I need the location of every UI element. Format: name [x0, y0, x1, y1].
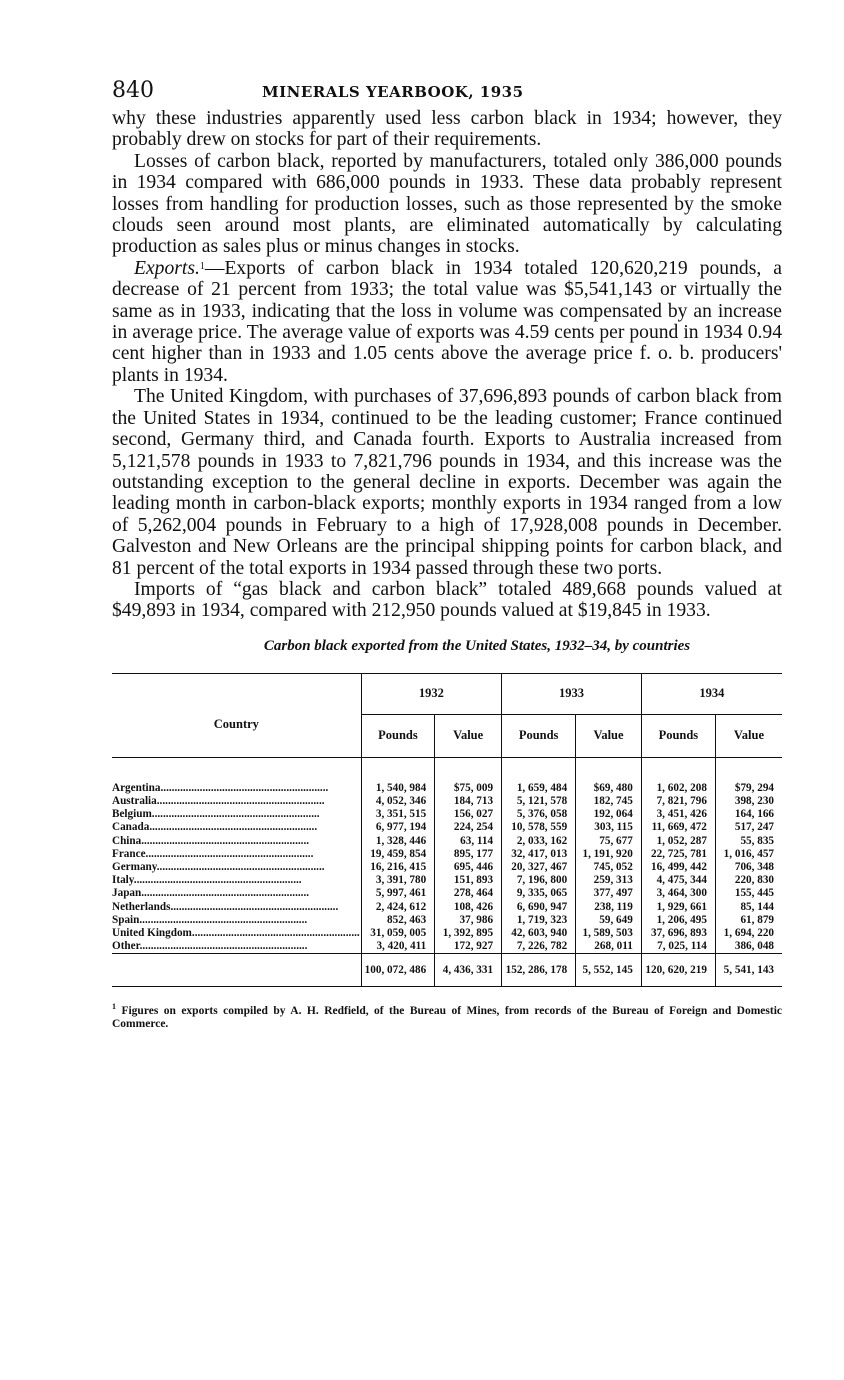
table-row — [112, 861, 782, 874]
table-title: Carbon black exported from the United States, 1932–34, by countries — [263, 637, 691, 654]
pounds-cell: 37, 696, 893 — [641, 927, 715, 940]
leader-dots: ............................................................ — [133, 874, 302, 887]
exports-body: —Exports of carbon black in 1934 totaled 120,620,219 pounds, a decrease of 21 percent from 1933; the total value was $5,541,143 or virtually the same as in 1933, indicating that the loss in volume was compensated by an increase in average price. The average value of exports was 4.59 cents per pound in 1934 0.94 cent higher than in 1933 and 1.05 cents above the average price f. o. b. producers' plants in 1934. — [112, 257, 782, 386]
pounds-cell: 3, 391, 780 — [361, 874, 434, 887]
value-cell: 61, 879 — [715, 914, 782, 927]
leader-dots: ............................................................ — [145, 847, 314, 860]
total-cell: 152, 286, 178 — [502, 954, 576, 987]
pounds-cell: 3, 351, 515 — [361, 808, 434, 821]
pounds-cell: 5, 376, 058 — [502, 808, 576, 821]
value-cell: 151, 893 — [435, 874, 502, 887]
table-row — [112, 848, 782, 861]
leader-dots: ............................................................ — [139, 913, 308, 926]
pounds-cell: 7, 226, 782 — [502, 940, 576, 954]
pounds-cell: 1, 540, 984 — [361, 782, 434, 795]
value-cell: 1, 694, 220 — [715, 927, 782, 940]
pounds-cell: 42, 603, 940 — [502, 927, 576, 940]
exports-table — [112, 673, 782, 988]
pounds-cell: 2, 033, 162 — [502, 835, 576, 848]
pounds-cell: 1, 602, 208 — [641, 782, 715, 795]
pounds-cell: 4, 475, 344 — [641, 874, 715, 887]
table-row — [112, 914, 782, 927]
leader-dots: ............................................................ — [141, 834, 310, 847]
value-cell: 398, 230 — [715, 795, 782, 808]
leader-dots: ............................................................ — [160, 781, 329, 794]
country-name: Spain............................................................ — [112, 913, 308, 926]
year-header-1934: 1934 — [641, 673, 782, 714]
pounds-cell: 1, 659, 484 — [502, 782, 576, 795]
value-cell: $75, 009 — [435, 782, 502, 795]
table-row — [112, 808, 782, 821]
table-row — [112, 927, 782, 940]
value-cell: 75, 677 — [576, 835, 642, 848]
value-cell: 182, 745 — [576, 795, 642, 808]
pounds-header: Pounds — [502, 714, 576, 757]
pounds-cell: 31, 059, 005 — [361, 927, 434, 940]
paragraph-1: why these industries apparently used less carbon black in 1934; however, they probably drew on stocks for part of their requirements. — [112, 108, 782, 151]
pounds-cell: 1, 052, 287 — [641, 835, 715, 848]
pounds-cell: 32, 417, 013 — [502, 848, 576, 861]
pounds-cell: 1, 929, 661 — [641, 901, 715, 914]
value-cell: $69, 480 — [576, 782, 642, 795]
pounds-cell: 3, 451, 426 — [641, 808, 715, 821]
country-name: Japan............................................................ — [112, 887, 310, 900]
pounds-cell: 19, 459, 854 — [361, 848, 434, 861]
pounds-cell: 22, 725, 781 — [641, 848, 715, 861]
total-cell: 4, 436, 331 — [435, 954, 502, 987]
total-cell: 120, 620, 219 — [641, 954, 715, 987]
value-cell: 268, 011 — [576, 940, 642, 954]
exports-lead: Exports. — [134, 257, 200, 279]
table-row — [112, 795, 782, 808]
pounds-cell: 20, 327, 467 — [502, 861, 576, 874]
pounds-cell: 5, 997, 461 — [361, 887, 434, 900]
pounds-cell: 2, 424, 612 — [361, 901, 434, 914]
leader-dots: ............................................................ — [151, 808, 320, 821]
pounds-cell: 6, 977, 194 — [361, 821, 434, 834]
leader-dots: ............................................................ — [149, 821, 318, 834]
pounds-cell: 1, 206, 495 — [641, 914, 715, 927]
page-header — [112, 78, 782, 108]
pounds-cell: 4, 052, 346 — [361, 795, 434, 808]
pounds-cell: 1, 719, 323 — [502, 914, 576, 927]
paragraph-5: Imports of “gas black and carbon black” totaled 489,668 pounds valued at $49,893 in 1934, compared with 212,950 pounds valued at $19,845 in 1933. — [112, 578, 782, 622]
leader-dots: ............................................................ — [141, 887, 310, 900]
country-name: China............................................................ — [112, 834, 310, 847]
pounds-cell: 3, 420, 411 — [361, 940, 434, 954]
value-cell: 259, 313 — [576, 874, 642, 887]
value-cell: 55, 835 — [715, 835, 782, 848]
pounds-cell: 852, 463 — [361, 914, 434, 927]
value-cell: 156, 027 — [435, 808, 502, 821]
pounds-header: Pounds — [641, 714, 715, 757]
country-name: Netherlands............................................................ — [112, 900, 339, 913]
total-cell: 5, 552, 145 — [576, 954, 642, 987]
paragraph-3 — [112, 258, 782, 386]
value-cell: 37, 986 — [435, 914, 502, 927]
table-row — [112, 887, 782, 900]
value-cell: 695, 446 — [435, 861, 502, 874]
footnote-marker: 1 — [112, 1002, 116, 1012]
table-row — [112, 874, 782, 887]
table-row — [112, 782, 782, 795]
leader-dots: ............................................................ — [139, 940, 308, 953]
country-name: Italy............................................................ — [112, 874, 302, 887]
table-body — [112, 757, 782, 954]
paragraph-2: Losses of carbon black, reported by manufacturers, totaled only 386,000 pounds in 1934 compared with 686,000 pounds in 1933. These data probably represent losses from handling for production losses, such as those represented by the smoke clouds seen around most plants, are eliminated automatically by calculating production as sales plus or minus changes in stocks. — [112, 150, 782, 258]
year-header-1933: 1933 — [502, 673, 642, 714]
value-cell: 1, 392, 895 — [435, 927, 502, 940]
country-column-header: Country — [112, 673, 361, 757]
table-row — [112, 835, 782, 848]
table-row — [112, 821, 782, 834]
pounds-cell: 7, 821, 796 — [641, 795, 715, 808]
leader-dots: ............................................................ — [170, 900, 339, 913]
document-page — [112, 78, 782, 1030]
pounds-cell: 9, 335, 065 — [502, 887, 576, 900]
value-cell: 108, 426 — [435, 901, 502, 914]
total-row — [112, 954, 782, 987]
value-cell: 155, 445 — [715, 887, 782, 900]
total-cell: 5, 541, 143 — [715, 954, 782, 987]
footnote-text: Figures on exports compiled by A. H. Redfield, of the Bureau of Mines, from records of the Bureau of Foreign and Domestic Commerce. — [112, 1005, 783, 1030]
value-cell: 184, 713 — [435, 795, 502, 808]
value-cell: 895, 177 — [435, 848, 502, 861]
pounds-header: Pounds — [361, 714, 434, 757]
running-title: MINERALS YEARBOOK, 1935 — [262, 83, 524, 101]
country-name: Canada............................................................ — [112, 821, 318, 834]
value-cell: $79, 294 — [715, 782, 782, 795]
value-cell: 377, 497 — [576, 887, 642, 900]
table-row — [112, 940, 782, 954]
value-cell: 1, 016, 457 — [715, 848, 782, 861]
pounds-cell: 5, 121, 578 — [502, 795, 576, 808]
country-name: Other............................................................ — [112, 940, 308, 953]
value-cell: 164, 166 — [715, 808, 782, 821]
footnote-ref: 1 — [199, 260, 205, 272]
country-name: Belgium............................................................ — [112, 808, 320, 821]
value-header: Value — [576, 714, 642, 757]
total-cell: 100, 072, 486 — [361, 954, 434, 987]
value-header: Value — [715, 714, 782, 757]
pounds-cell: 6, 690, 947 — [502, 901, 576, 914]
pounds-cell: 10, 578, 559 — [502, 821, 576, 834]
value-cell: 1, 191, 920 — [576, 848, 642, 861]
country-name: United Kingdom............................................................ — [112, 926, 360, 939]
value-cell: 1, 589, 503 — [576, 927, 642, 940]
value-cell: 63, 114 — [435, 835, 502, 848]
value-cell: 745, 052 — [576, 861, 642, 874]
table-row — [112, 901, 782, 914]
value-cell: 386, 048 — [715, 940, 782, 954]
footnote — [112, 1001, 782, 1030]
pounds-cell: 7, 196, 800 — [502, 874, 576, 887]
year-header-1932: 1932 — [361, 673, 501, 714]
leader-dots: ............................................................ — [156, 794, 325, 807]
value-cell: 278, 464 — [435, 887, 502, 900]
value-cell: 517, 247 — [715, 821, 782, 834]
leader-dots: ............................................................ — [191, 926, 360, 939]
value-cell: 220, 830 — [715, 874, 782, 887]
page-number: 840 — [112, 78, 154, 103]
paragraph-4: The United Kingdom, with purchases of 37,696,893 pounds of carbon black from the United States in 1934, continued to be the leading customer; France continued second, Germany third, and Canada fourth. Exports to Australia increased from 5,121,578 pounds in 1933 to 7,821,796 pounds in 1934, and this increase was the outstanding exception to the general decline in exports. December was again the leading month in carbon-black exports; monthly exports in 1934 ranged from a low of 5,262,004 pounds in February to a high of 17,928,008 pounds in December. Galveston and New Orleans are the principal shipping points for carbon black, and 81 percent of the total exports in 1934 passed through these two ports. — [112, 386, 782, 579]
country-name: Germany............................................................ — [112, 860, 325, 873]
leader-dots: ............................................................ — [156, 860, 325, 873]
pounds-cell: 16, 499, 442 — [641, 861, 715, 874]
value-cell: 192, 064 — [576, 808, 642, 821]
value-cell: 224, 254 — [435, 821, 502, 834]
pounds-cell: 3, 464, 300 — [641, 887, 715, 900]
pounds-cell: 11, 669, 472 — [641, 821, 715, 834]
country-name: Australia............................................................ — [112, 794, 325, 807]
value-cell: 172, 927 — [435, 940, 502, 954]
country-name: France............................................................ — [112, 847, 314, 860]
value-cell: 85, 144 — [715, 901, 782, 914]
value-cell: 303, 115 — [576, 821, 642, 834]
value-cell: 238, 119 — [576, 901, 642, 914]
pounds-cell: 1, 328, 446 — [361, 835, 434, 848]
pounds-cell: 16, 216, 415 — [361, 861, 434, 874]
pounds-cell: 7, 025, 114 — [641, 940, 715, 954]
value-header: Value — [435, 714, 502, 757]
value-cell: 59, 649 — [576, 914, 642, 927]
value-cell: 706, 348 — [715, 861, 782, 874]
country-name: Argentina............................................................ — [112, 781, 329, 794]
